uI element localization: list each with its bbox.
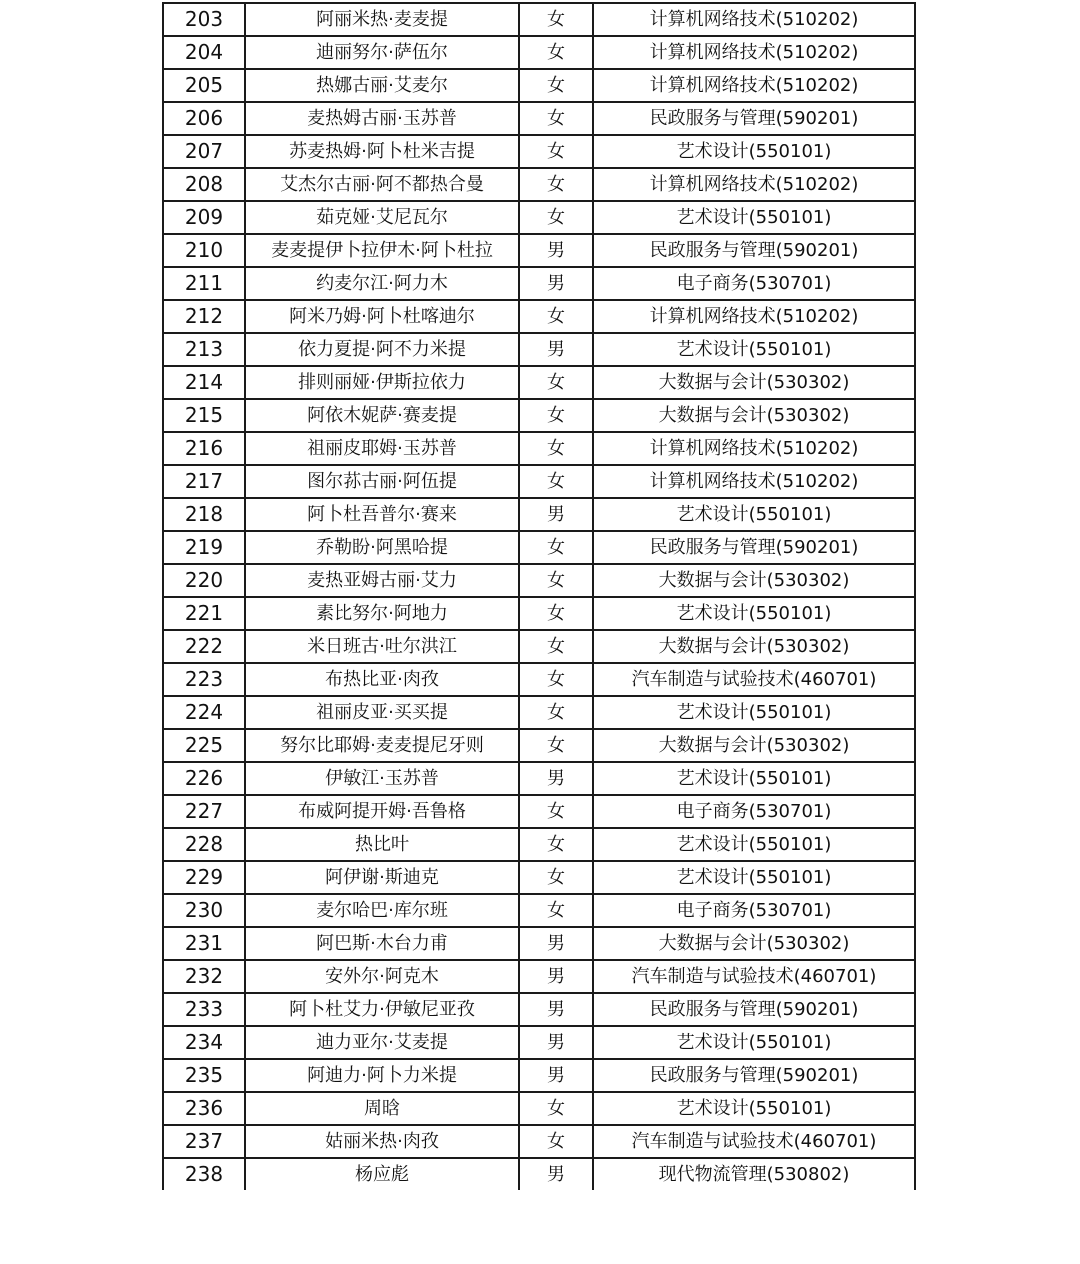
major-cell: 大数据与会计(530302) <box>593 630 915 663</box>
gender-cell: 女 <box>519 729 593 762</box>
gender-cell: 男 <box>519 927 593 960</box>
row-number-cell: 213 <box>163 333 245 366</box>
table-row <box>163 1026 915 1059</box>
table-row <box>163 564 915 597</box>
student-name-cell: 迪力亚尔·艾麦提 <box>245 1026 519 1059</box>
student-name-cell: 约麦尔江·阿力木 <box>245 267 519 300</box>
major-cell: 艺术设计(550101) <box>593 1092 915 1125</box>
table-row <box>163 927 915 960</box>
row-number-cell: 233 <box>163 993 245 1026</box>
table-row <box>163 1158 915 1190</box>
gender-cell: 男 <box>519 960 593 993</box>
major-cell: 民政服务与管理(590201) <box>593 1059 915 1092</box>
student-name-cell: 安外尔·阿克木 <box>245 960 519 993</box>
row-number-cell: 207 <box>163 135 245 168</box>
table-row <box>163 993 915 1026</box>
gender-cell: 女 <box>519 564 593 597</box>
row-number-cell: 219 <box>163 531 245 564</box>
row-number-cell: 226 <box>163 762 245 795</box>
row-number-cell: 203 <box>163 3 245 36</box>
table-row <box>163 894 915 927</box>
gender-cell: 女 <box>519 795 593 828</box>
student-name-cell: 阿伊谢·斯迪克 <box>245 861 519 894</box>
gender-cell: 女 <box>519 3 593 36</box>
student-name-cell: 阿丽米热·麦麦提 <box>245 3 519 36</box>
table-row <box>163 366 915 399</box>
major-cell: 民政服务与管理(590201) <box>593 234 915 267</box>
major-cell: 大数据与会计(530302) <box>593 366 915 399</box>
major-cell: 大数据与会计(530302) <box>593 927 915 960</box>
gender-cell: 女 <box>519 531 593 564</box>
major-cell: 电子商务(530701) <box>593 795 915 828</box>
table-row <box>163 267 915 300</box>
gender-cell: 女 <box>519 366 593 399</box>
student-name-cell: 热娜古丽·艾麦尔 <box>245 69 519 102</box>
gender-cell: 女 <box>519 36 593 69</box>
major-cell: 民政服务与管理(590201) <box>593 993 915 1026</box>
table-row <box>163 795 915 828</box>
major-cell: 民政服务与管理(590201) <box>593 531 915 564</box>
student-name-cell: 阿卜杜吾普尔·赛来 <box>245 498 519 531</box>
gender-cell: 女 <box>519 135 593 168</box>
row-number-cell: 227 <box>163 795 245 828</box>
gender-cell: 女 <box>519 828 593 861</box>
student-name-cell: 茹克娅·艾尼瓦尔 <box>245 201 519 234</box>
table-row <box>163 135 915 168</box>
student-name-cell: 素比努尔·阿地力 <box>245 597 519 630</box>
gender-cell: 男 <box>519 267 593 300</box>
row-number-cell: 214 <box>163 366 245 399</box>
row-number-cell: 209 <box>163 201 245 234</box>
row-number-cell: 224 <box>163 696 245 729</box>
table-row <box>163 696 915 729</box>
table-row <box>163 36 915 69</box>
table-row <box>163 663 915 696</box>
row-number-cell: 212 <box>163 300 245 333</box>
gender-cell: 女 <box>519 102 593 135</box>
student-name-cell: 祖丽皮耶姆·玉苏普 <box>245 432 519 465</box>
major-cell: 大数据与会计(530302) <box>593 564 915 597</box>
table-row <box>163 861 915 894</box>
table-row <box>163 69 915 102</box>
student-name-cell: 米日班古·吐尔洪江 <box>245 630 519 663</box>
major-cell: 电子商务(530701) <box>593 267 915 300</box>
row-number-cell: 217 <box>163 465 245 498</box>
row-number-cell: 208 <box>163 168 245 201</box>
gender-cell: 男 <box>519 498 593 531</box>
major-cell: 大数据与会计(530302) <box>593 399 915 432</box>
major-cell: 大数据与会计(530302) <box>593 729 915 762</box>
table-row <box>163 201 915 234</box>
table-row <box>163 498 915 531</box>
major-cell: 计算机网络技术(510202) <box>593 432 915 465</box>
student-name-cell: 努尔比耶姆·麦麦提尼牙则 <box>245 729 519 762</box>
student-name-cell: 依力夏提·阿不力米提 <box>245 333 519 366</box>
major-cell: 计算机网络技术(510202) <box>593 69 915 102</box>
major-cell: 艺术设计(550101) <box>593 597 915 630</box>
table-row <box>163 465 915 498</box>
student-name-cell: 伊敏江·玉苏普 <box>245 762 519 795</box>
gender-cell: 女 <box>519 432 593 465</box>
student-name-cell: 麦麦提伊卜拉伊木·阿卜杜拉 <box>245 234 519 267</box>
major-cell: 艺术设计(550101) <box>593 696 915 729</box>
row-number-cell: 206 <box>163 102 245 135</box>
gender-cell: 男 <box>519 1059 593 1092</box>
major-cell: 艺术设计(550101) <box>593 762 915 795</box>
gender-cell: 女 <box>519 399 593 432</box>
student-name-cell: 阿依木妮萨·赛麦提 <box>245 399 519 432</box>
row-number-cell: 236 <box>163 1092 245 1125</box>
major-cell: 汽车制造与试验技术(460701) <box>593 960 915 993</box>
table-row <box>163 630 915 663</box>
student-name-cell: 布热比亚·肉孜 <box>245 663 519 696</box>
major-cell: 计算机网络技术(510202) <box>593 465 915 498</box>
table-row <box>163 333 915 366</box>
gender-cell: 女 <box>519 696 593 729</box>
student-name-cell: 苏麦热姆·阿卜杜米吉提 <box>245 135 519 168</box>
gender-cell: 女 <box>519 201 593 234</box>
major-cell: 计算机网络技术(510202) <box>593 36 915 69</box>
table-row <box>163 168 915 201</box>
row-number-cell: 211 <box>163 267 245 300</box>
major-cell: 艺术设计(550101) <box>593 828 915 861</box>
student-name-cell: 艾杰尔古丽·阿不都热合曼 <box>245 168 519 201</box>
major-cell: 艺术设计(550101) <box>593 135 915 168</box>
student-name-cell: 祖丽皮亚·买买提 <box>245 696 519 729</box>
student-roster-table <box>162 2 916 1190</box>
gender-cell: 女 <box>519 663 593 696</box>
row-number-cell: 216 <box>163 432 245 465</box>
table-row <box>163 729 915 762</box>
row-number-cell: 231 <box>163 927 245 960</box>
gender-cell: 男 <box>519 762 593 795</box>
table-row <box>163 597 915 630</box>
major-cell: 艺术设计(550101) <box>593 201 915 234</box>
row-number-cell: 204 <box>163 36 245 69</box>
major-cell: 汽车制造与试验技术(460701) <box>593 1125 915 1158</box>
major-cell: 艺术设计(550101) <box>593 861 915 894</box>
student-name-cell: 阿巴斯·木台力甫 <box>245 927 519 960</box>
student-name-cell: 麦尔哈巴·库尔班 <box>245 894 519 927</box>
student-name-cell: 图尔荪古丽·阿伍提 <box>245 465 519 498</box>
row-number-cell: 228 <box>163 828 245 861</box>
table-row <box>163 300 915 333</box>
row-number-cell: 220 <box>163 564 245 597</box>
row-number-cell: 229 <box>163 861 245 894</box>
row-number-cell: 210 <box>163 234 245 267</box>
major-cell: 艺术设计(550101) <box>593 498 915 531</box>
student-name-cell: 杨应彪 <box>245 1158 519 1190</box>
table-row <box>163 762 915 795</box>
row-number-cell: 221 <box>163 597 245 630</box>
table-row <box>163 3 915 36</box>
student-name-cell: 排则丽娅·伊斯拉依力 <box>245 366 519 399</box>
student-name-cell: 阿迪力·阿卜力米提 <box>245 1059 519 1092</box>
student-name-cell: 麦热亚姆古丽·艾力 <box>245 564 519 597</box>
major-cell: 计算机网络技术(510202) <box>593 168 915 201</box>
table-row <box>163 531 915 564</box>
major-cell: 民政服务与管理(590201) <box>593 102 915 135</box>
table-row <box>163 234 915 267</box>
student-name-cell: 周晗 <box>245 1092 519 1125</box>
gender-cell: 男 <box>519 333 593 366</box>
row-number-cell: 205 <box>163 69 245 102</box>
row-number-cell: 223 <box>163 663 245 696</box>
gender-cell: 女 <box>519 300 593 333</box>
student-name-cell: 迪丽努尔·萨伍尔 <box>245 36 519 69</box>
row-number-cell: 235 <box>163 1059 245 1092</box>
major-cell: 电子商务(530701) <box>593 894 915 927</box>
roster-body <box>163 3 915 1190</box>
table-row <box>163 1092 915 1125</box>
row-number-cell: 232 <box>163 960 245 993</box>
gender-cell: 男 <box>519 234 593 267</box>
gender-cell: 女 <box>519 861 593 894</box>
gender-cell: 男 <box>519 1026 593 1059</box>
row-number-cell: 218 <box>163 498 245 531</box>
gender-cell: 女 <box>519 465 593 498</box>
major-cell: 计算机网络技术(510202) <box>593 300 915 333</box>
row-number-cell: 237 <box>163 1125 245 1158</box>
row-number-cell: 234 <box>163 1026 245 1059</box>
row-number-cell: 222 <box>163 630 245 663</box>
gender-cell: 女 <box>519 630 593 663</box>
student-name-cell: 阿卜杜艾力·伊敏尼亚孜 <box>245 993 519 1026</box>
table-row <box>163 1059 915 1092</box>
student-name-cell: 阿米乃姆·阿卜杜喀迪尔 <box>245 300 519 333</box>
student-name-cell: 麦热姆古丽·玉苏普 <box>245 102 519 135</box>
major-cell: 计算机网络技术(510202) <box>593 3 915 36</box>
major-cell: 艺术设计(550101) <box>593 333 915 366</box>
major-cell: 汽车制造与试验技术(460701) <box>593 663 915 696</box>
row-number-cell: 215 <box>163 399 245 432</box>
table-row <box>163 1125 915 1158</box>
student-name-cell: 热比叶 <box>245 828 519 861</box>
table-row <box>163 828 915 861</box>
gender-cell: 女 <box>519 1092 593 1125</box>
gender-cell: 男 <box>519 993 593 1026</box>
row-number-cell: 238 <box>163 1158 245 1190</box>
row-number-cell: 230 <box>163 894 245 927</box>
row-number-cell: 225 <box>163 729 245 762</box>
gender-cell: 女 <box>519 69 593 102</box>
gender-cell: 女 <box>519 597 593 630</box>
gender-cell: 女 <box>519 168 593 201</box>
major-cell: 艺术设计(550101) <box>593 1026 915 1059</box>
table-row <box>163 102 915 135</box>
table-row <box>163 432 915 465</box>
gender-cell: 女 <box>519 894 593 927</box>
table-row <box>163 960 915 993</box>
gender-cell: 女 <box>519 1125 593 1158</box>
gender-cell: 男 <box>519 1158 593 1190</box>
student-name-cell: 姑丽米热·肉孜 <box>245 1125 519 1158</box>
student-name-cell: 乔勒盼·阿黑哈提 <box>245 531 519 564</box>
major-cell: 现代物流管理(530802) <box>593 1158 915 1190</box>
table-row <box>163 399 915 432</box>
student-roster-sheet <box>162 2 914 1190</box>
student-name-cell: 布威阿提开姆·吾鲁格 <box>245 795 519 828</box>
